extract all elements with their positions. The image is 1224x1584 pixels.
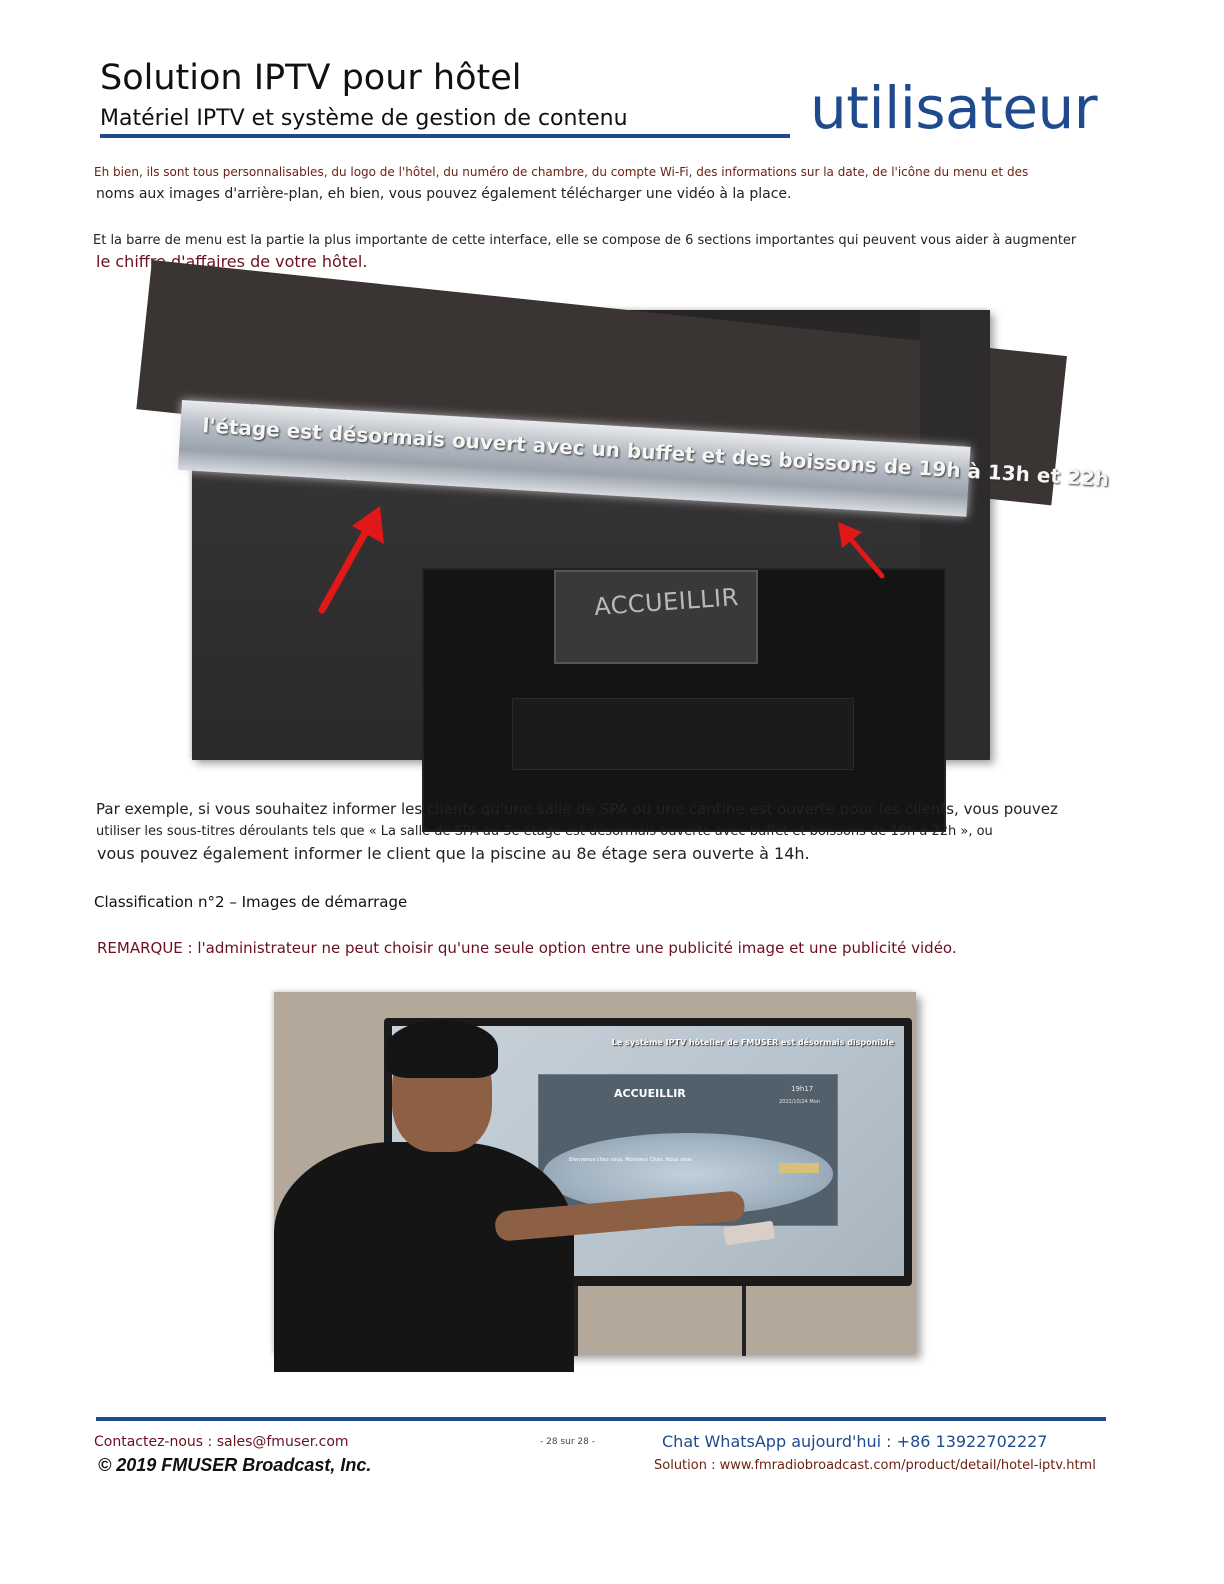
remark-note: REMARQUE : l'administrateur ne peut choisir qu'une seule option entre une publicité image et une publicité vidéo. (97, 939, 957, 957)
panel-button (779, 1163, 819, 1173)
body-para-3: vous pouvez également informer le client que la piscine au 8e étage sera ouverte à 14h. (97, 844, 810, 863)
page-number: - 28 sur 28 - (540, 1437, 595, 1447)
panel-time: 19h17 (791, 1085, 814, 1093)
scrolling-subtitle-text: l'étage est désormais ouvert avec un buffet et des boissons de 19h à 13h et 22h (201, 413, 1110, 492)
intro-line-1: Eh bien, ils sont tous personnalisables, du logo de l'hôtel, du numéro de chambre, du compte Wi-Fi, des informations sur la date, de l'icône du menu et des (94, 165, 1029, 179)
intro-line-2: noms aux images d'arrière-plan, eh bien, vous pouvez également télécharger une vidéo à la place. (96, 186, 792, 202)
panel-date: 2022/10/24 Mon (779, 1099, 820, 1105)
page-title: Solution IPTV pour hôtel (100, 58, 522, 98)
footer-contact[interactable]: Contactez-nous : sales@fmuser.com (94, 1434, 349, 1450)
red-arrow-icon (312, 500, 392, 620)
brand-heading: utilisateur (810, 74, 1098, 142)
body-para-2: utiliser les sous-titres déroulants tels que « La salle de SPA au 3e étage est désormais ouverte avec buffet et boissons de 19h à 22h », ou (96, 824, 993, 839)
red-arrow-icon (832, 518, 892, 588)
footer-copyright: © 2019 FMUSER Broadcast, Inc. (98, 1455, 372, 1475)
tv-stand-leg (742, 1286, 746, 1356)
boot-image-photo (274, 992, 916, 1354)
person-body (274, 1142, 574, 1372)
intro-line-4: le chiffre d'affaires de votre hôtel. (96, 252, 368, 271)
screen-banner-text: Le système IPTV hôtelier de FMUSER est désormais disponible (611, 1038, 894, 1047)
footer-divider (96, 1417, 1106, 1421)
tv-welcome-text: ACCUEILLIR (593, 582, 740, 622)
panel-message: Bienvenue chez vous, Monsieur Chan. Nous vous (569, 1157, 692, 1163)
body-para-1: Par exemple, si vous souhaitez informer les clients qu'une salle de SPA ou une cantine est ouverte pour les clients, vous pouvez (96, 800, 1058, 818)
footer-solution-link[interactable]: Solution : www.fmradiobroadcast.com/product/detail/hotel-iptv.html (654, 1458, 1096, 1473)
header-divider (100, 134, 790, 138)
scrolling-banner-photo (192, 310, 1110, 760)
section-heading: Classification n°2 – Images de démarrage (94, 893, 408, 911)
panel-welcome: ACCUEILLIR (614, 1087, 686, 1100)
person-hair (386, 1020, 498, 1078)
tv-lower-panel (512, 698, 854, 770)
page-subtitle: Matériel IPTV et système de gestion de contenu (100, 106, 628, 131)
tv-stand-leg (574, 1286, 578, 1356)
footer-whatsapp[interactable]: Chat WhatsApp aujourd'hui : +86 13922702227 (662, 1432, 1048, 1451)
intro-line-3: Et la barre de menu est la partie la plus importante de cette interface, elle se compose de 6 sections importantes qui peuvent vous aider à augmenter (93, 233, 1077, 248)
